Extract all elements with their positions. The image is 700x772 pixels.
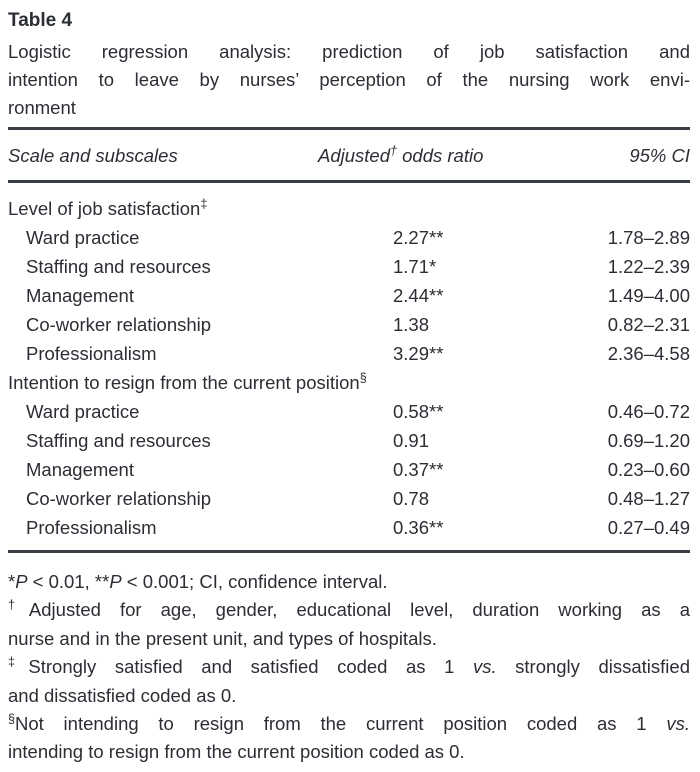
footnote-significance xyxy=(8,568,690,596)
odds-ratio-header-text: Adjusted xyxy=(318,145,390,166)
section-label-text: Intention to resign from the current position xyxy=(8,372,360,393)
column-header-ci: 95% CI xyxy=(629,145,690,166)
row-label: Co-worker relationship xyxy=(26,314,212,335)
row-label: Ward practice xyxy=(26,227,140,248)
ci-value: 2.36–4.58 xyxy=(607,343,690,364)
ci-value: 0.82–2.31 xyxy=(607,314,690,335)
table-footnotes xyxy=(8,553,690,767)
table-number-title: Table 4 xyxy=(8,10,73,31)
table-row xyxy=(8,223,690,252)
table-header-row xyxy=(8,130,690,180)
table-row xyxy=(8,252,690,281)
p-italic: P xyxy=(15,571,28,592)
odds-ratio-value: 2.44** xyxy=(393,285,444,306)
ci-value: 0.69–1.20 xyxy=(607,430,690,451)
table-row xyxy=(8,426,690,455)
footnote-satisfaction-text-2: strongly dissatisfied xyxy=(496,656,690,678)
table-row xyxy=(8,339,690,368)
odds-ratio-value: 0.37** xyxy=(393,459,444,480)
footnote-satisfaction-line-2: and dissatisfied coded as 0. xyxy=(8,684,237,706)
table-body xyxy=(8,183,690,542)
odds-ratio-header-text-2: odds ratio xyxy=(397,145,484,166)
dagger-marker: † xyxy=(8,598,29,613)
ci-value: 0.23–0.60 xyxy=(607,459,690,480)
footnote-resign-text: Not intending to resign from the current position coded as 1 xyxy=(15,713,667,735)
column-header-odds-ratio xyxy=(318,142,568,170)
footnote-adjusted-line-2: nurse and in the present unit, and types of hospitals. xyxy=(8,627,437,649)
row-label: Co-worker relationship xyxy=(26,488,212,509)
significance-text: * xyxy=(8,571,16,592)
table-row xyxy=(8,397,690,426)
caption-line-1: Logistic regression analysis: prediction of job satisfaction and xyxy=(8,41,690,62)
column-header-scale: Scale and subscales xyxy=(8,145,178,166)
section-label-text: Level of job satisfaction xyxy=(8,198,201,219)
table-row xyxy=(8,513,690,542)
footnote-satisfaction-line-1 xyxy=(8,653,690,681)
section-sign-marker: § xyxy=(8,711,15,726)
section-label xyxy=(8,194,690,223)
table-row xyxy=(8,455,690,484)
odds-ratio-value: 0.58** xyxy=(393,401,444,422)
ci-value: 0.48–1.27 xyxy=(607,488,690,509)
odds-ratio-value: 2.27** xyxy=(393,227,444,248)
odds-ratio-value: 1.71* xyxy=(393,256,437,277)
footnote-resign-line-2: intending to resign from the current position coded as 0. xyxy=(8,741,465,763)
dagger-marker: † xyxy=(390,143,397,158)
ci-value: 1.49–4.00 xyxy=(607,285,690,306)
p-italic: P xyxy=(109,571,122,592)
table-row xyxy=(8,310,690,339)
odds-ratio-value: 0.91 xyxy=(393,430,430,451)
row-label: Staffing and resources xyxy=(26,256,211,277)
caption-line-2: intention to leave by nurses’ perception of the nursing work envi- xyxy=(8,69,690,90)
table-row xyxy=(8,484,690,513)
footnote-satisfaction-text: Strongly satisfied and satisfied coded as 1 xyxy=(28,656,473,678)
odds-ratio-value: 0.36** xyxy=(393,517,444,538)
footnote-resign-line-1 xyxy=(8,710,690,738)
odds-ratio-value: 3.29** xyxy=(393,343,444,364)
significance-text: < 0.01, ** xyxy=(27,571,110,592)
row-label: Management xyxy=(26,459,134,480)
row-label: Staffing and resources xyxy=(26,430,211,451)
ci-value: 0.27–0.49 xyxy=(607,517,690,538)
row-label: Ward practice xyxy=(26,401,140,422)
ci-value: 1.22–2.39 xyxy=(607,256,690,277)
odds-ratio-value: 1.38 xyxy=(393,314,430,335)
vs-italic: vs. xyxy=(666,713,690,735)
section-sign-marker: § xyxy=(359,370,367,385)
double-dagger-marker: ‡ xyxy=(8,655,29,670)
ci-value: 0.46–0.72 xyxy=(607,401,690,422)
caption-line-3: ronment xyxy=(8,97,76,118)
row-label: Professionalism xyxy=(26,517,157,538)
row-label: Management xyxy=(26,285,134,306)
section-header-row xyxy=(8,194,690,223)
odds-ratio-value: 0.78 xyxy=(393,488,430,509)
footnote-adjusted-text: Adjusted for age, gender, educational level, duration working as a xyxy=(28,599,690,621)
double-dagger-marker: ‡ xyxy=(200,196,208,211)
table-caption xyxy=(8,38,690,122)
ci-value: 1.78–2.89 xyxy=(607,227,690,248)
section-label xyxy=(8,368,690,397)
row-label: Professionalism xyxy=(26,343,157,364)
section-header-row xyxy=(8,368,690,397)
table-row xyxy=(8,281,690,310)
vs-italic: vs. xyxy=(472,656,497,678)
footnote-adjusted-line-1 xyxy=(8,596,690,624)
significance-text: < 0.001; CI, confidence interval. xyxy=(121,571,388,592)
